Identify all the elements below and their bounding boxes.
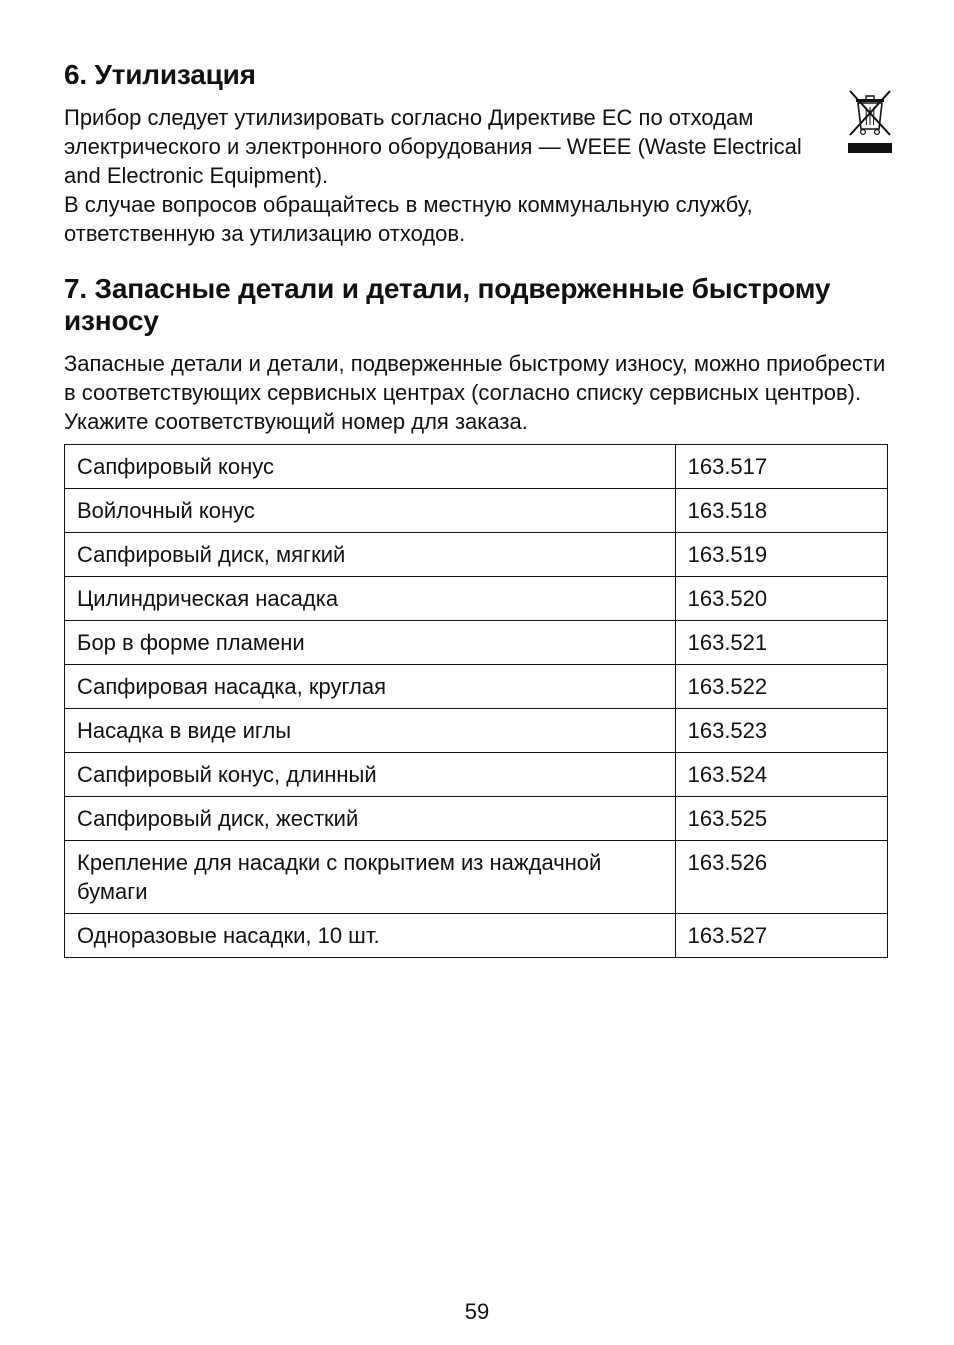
part-number-cell: 163.522 xyxy=(675,665,887,709)
part-number-cell: 163.526 xyxy=(675,841,887,914)
part-name-cell: Сапфировая насадка, круглая xyxy=(65,665,676,709)
part-number-cell: 163.520 xyxy=(675,577,887,621)
part-number-cell: 163.521 xyxy=(675,621,887,665)
table-row xyxy=(65,489,888,533)
table-row xyxy=(65,753,888,797)
page-number: 59 xyxy=(464,1299,490,1324)
section-disposal xyxy=(64,59,888,248)
disposal-contact-paragraph: В случае вопросов обращайтесь в местную коммунальную службу, ответственную за утилизацию отходов. xyxy=(64,192,753,246)
part-name-cell: Бор в форме пламени xyxy=(65,621,676,665)
document-page xyxy=(64,56,888,958)
section-disposal-text xyxy=(64,103,888,248)
part-number-cell: 163.518 xyxy=(675,489,887,533)
table-row xyxy=(65,577,888,621)
part-number-cell: 163.525 xyxy=(675,797,887,841)
table-row xyxy=(65,841,888,914)
table-row xyxy=(65,533,888,577)
table-row xyxy=(65,709,888,753)
table-row xyxy=(65,445,888,489)
part-name-cell: Крепление для насадки с покрытием из наждачной бумаги xyxy=(65,841,676,914)
table-row xyxy=(65,665,888,709)
part-name-cell: Сапфировый конус, длинный xyxy=(65,753,676,797)
part-name-cell: Насадка в виде иглы xyxy=(65,709,676,753)
spare-parts-table xyxy=(64,444,888,958)
part-number-cell: 163.524 xyxy=(675,753,887,797)
table-row xyxy=(65,914,888,958)
part-number-cell: 163.527 xyxy=(675,914,887,958)
part-name-cell: Цилиндрическая насадка xyxy=(65,577,676,621)
part-name-cell: Одноразовые насадки, 10 шт. xyxy=(65,914,676,958)
table-row xyxy=(65,621,888,665)
disposal-paragraph: Прибор следует утилизировать согласно Директиве ЕС по отходам электрического и электронного оборудования — WEEE (Waste Electrical and Electronic Equipment). xyxy=(64,105,802,188)
part-number-cell: 163.523 xyxy=(675,709,887,753)
spare-parts-paragraph: Запасные детали и детали, подверженные быстрому износу, можно приобрести в соответствующих сервисных центрах (согласно списку сервисных центров). Укажите соответствующий номер для заказа. xyxy=(64,351,886,434)
part-number-cell: 163.517 xyxy=(675,445,887,489)
weee-crossed-bin-icon xyxy=(846,87,894,157)
section-spare-parts xyxy=(64,273,888,958)
part-name-cell: Сапфировый диск, жесткий xyxy=(65,797,676,841)
section-disposal-title: 6. Утилизация xyxy=(64,59,256,90)
part-name-cell: Сапфировый диск, мягкий xyxy=(65,533,676,577)
table-row xyxy=(65,797,888,841)
section-spare-parts-title: 7. Запасные детали и детали, подверженные быстрому износу xyxy=(64,273,831,336)
part-name-cell: Сапфировый конус xyxy=(65,445,676,489)
part-name-cell: Войлочный конус xyxy=(65,489,676,533)
part-number-cell: 163.519 xyxy=(675,533,887,577)
